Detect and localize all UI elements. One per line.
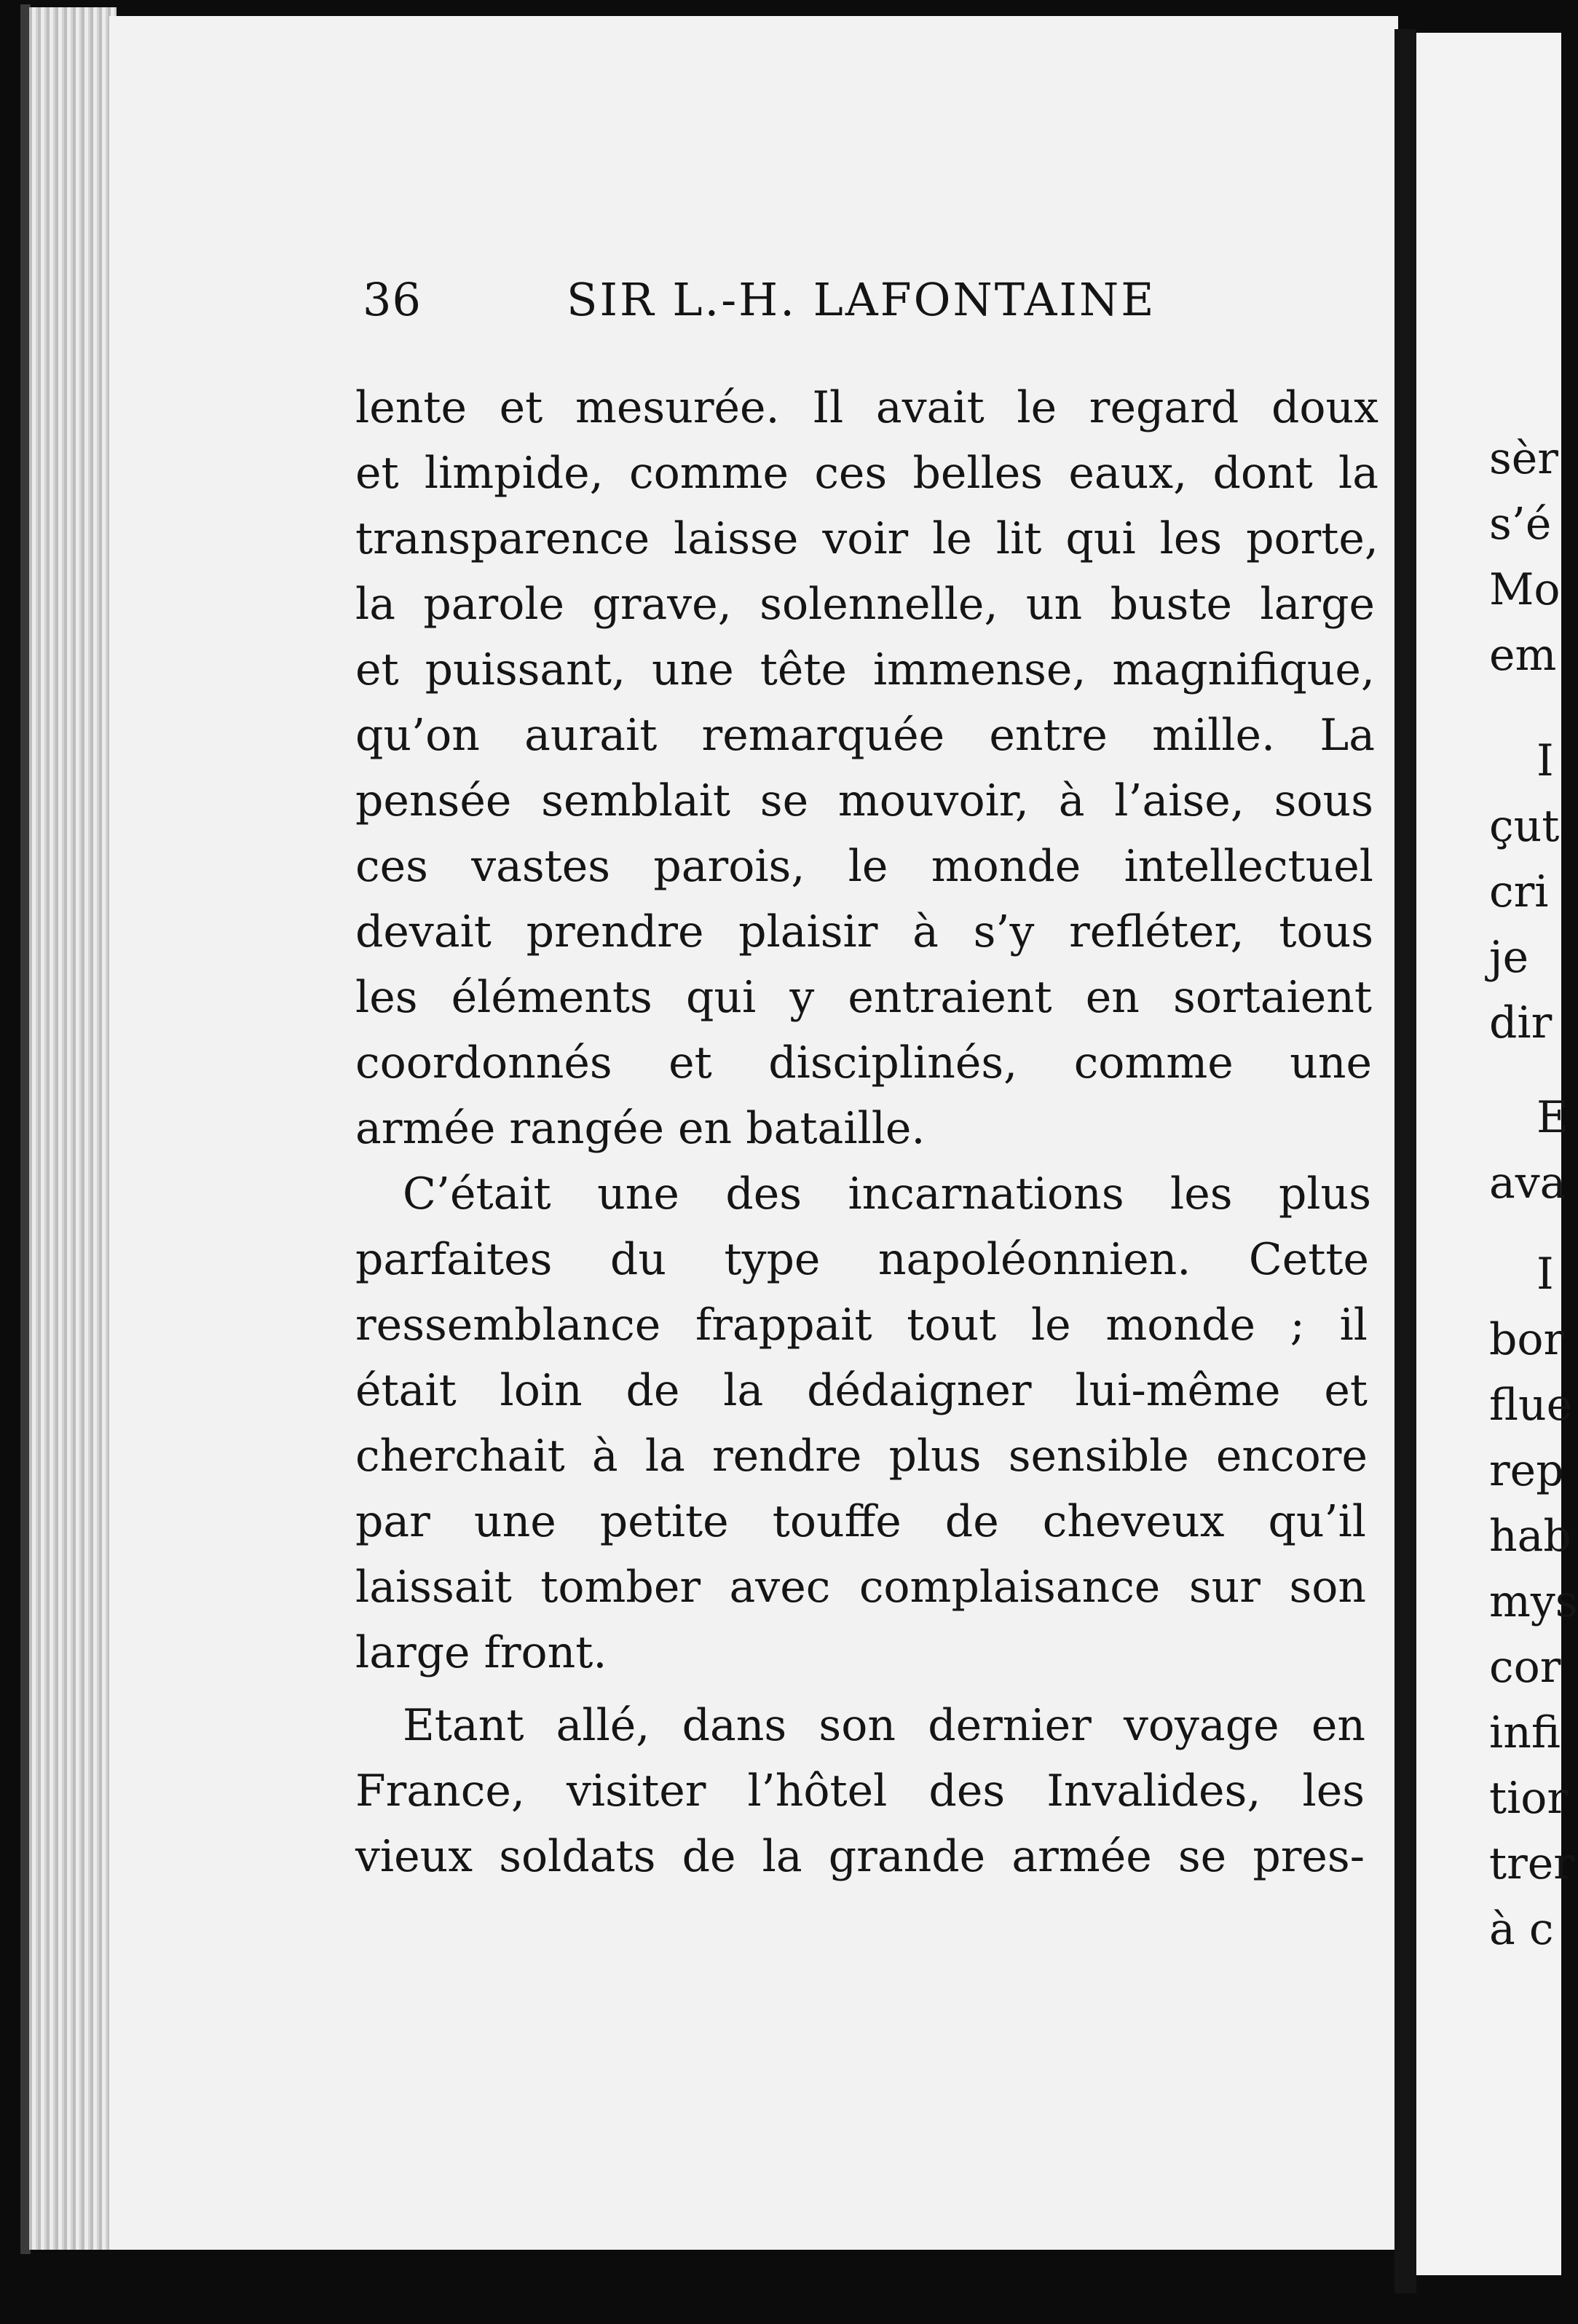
right-page-fragment-line: trer xyxy=(1489,1838,1574,1889)
running-head xyxy=(363,273,1178,339)
text-line: et puissant, une tête immense, magnifique, xyxy=(355,644,1375,695)
right-page-fragment-line: E xyxy=(1536,1092,1569,1143)
text-line: la parole grave, solennelle, un buste large xyxy=(355,579,1375,630)
right-page-fragment-line: em xyxy=(1489,630,1557,681)
right-page-fragment-line: rep xyxy=(1489,1445,1564,1496)
text-line: les éléments qui y entraient en sortaient xyxy=(355,972,1372,1023)
text-line: coordonnés et disciplinés, comme une xyxy=(355,1038,1372,1088)
text-line: France, visiter l’hôtel des Invalides, les xyxy=(355,1766,1365,1817)
right-page-fragment-line: dir xyxy=(1489,997,1553,1048)
running-title: SIR L.-H. LAFONTAINE xyxy=(567,273,1156,326)
right-page-fragment xyxy=(1416,33,1578,2275)
text-line: transparence laisse voir le lit qui les porte, xyxy=(355,513,1378,564)
text-line: par une petite touffe de cheveux qu’il xyxy=(355,1496,1366,1547)
text-line: armée rangée en bataille. xyxy=(355,1103,926,1154)
right-page-fragment-line: hab xyxy=(1489,1511,1571,1562)
right-page-fragment-line: cor xyxy=(1489,1642,1561,1693)
text-line: lente et mesurée. Il avait le regard doux xyxy=(355,382,1378,433)
right-page-fragment-line: sèr xyxy=(1489,433,1558,484)
right-page-fragment-line: ava xyxy=(1489,1158,1566,1209)
right-page-fragment-line: flue xyxy=(1489,1380,1573,1431)
page-edges xyxy=(29,7,117,2250)
right-page-fragment-line: mys xyxy=(1489,1576,1578,1627)
text-line: ces vastes parois, le monde intellectuel xyxy=(355,841,1373,892)
text-line: pensée semblait se mouvoir, à l’aise, sous xyxy=(355,775,1373,826)
text-line: ressemblance frappait tout le monde ; il xyxy=(355,1300,1368,1351)
page-number: 36 xyxy=(363,273,422,326)
right-page-fragment-line: çut xyxy=(1489,801,1560,852)
right-page-fragment-line: I xyxy=(1536,1249,1554,1300)
text-line: C’était une des incarnations les plus xyxy=(403,1169,1371,1220)
right-page-fragment-line: s’é xyxy=(1489,499,1552,550)
text-line: Etant allé, dans son dernier voyage en xyxy=(403,1700,1365,1751)
text-line: devait prendre plaisir à s’y refléter, tous xyxy=(355,906,1373,957)
text-line: parfaites du type napoléonnien. Cette xyxy=(355,1234,1369,1285)
right-page-fragment-line: je xyxy=(1489,932,1529,983)
right-page-fragment-line: Mo xyxy=(1489,564,1561,615)
text-line: large front. xyxy=(355,1627,607,1678)
text-line: et limpide, comme ces belles eaux, dont la xyxy=(355,448,1378,499)
book-gutter xyxy=(1394,29,1416,2293)
text-line: vieux soldats de la grande armée se pres- xyxy=(355,1831,1365,1882)
text-line: laissait tomber avec complaisance sur son xyxy=(355,1562,1366,1613)
text-line: qu’on aurait remarquée entre mille. La xyxy=(355,710,1375,761)
right-page-fragment-line: infi xyxy=(1489,1707,1561,1758)
right-page-fragment-line: bor xyxy=(1489,1314,1565,1365)
right-page-fragment-line: cri xyxy=(1489,866,1549,917)
right-page-fragment-line: à c xyxy=(1489,1904,1554,1955)
right-page-fragment-line: tior xyxy=(1489,1773,1569,1824)
text-line: cherchait à la rendre plus sensible encore xyxy=(355,1431,1368,1482)
right-page-fragment-line: I xyxy=(1536,735,1554,786)
text-line: était loin de la dédaigner lui-même et xyxy=(355,1365,1368,1416)
